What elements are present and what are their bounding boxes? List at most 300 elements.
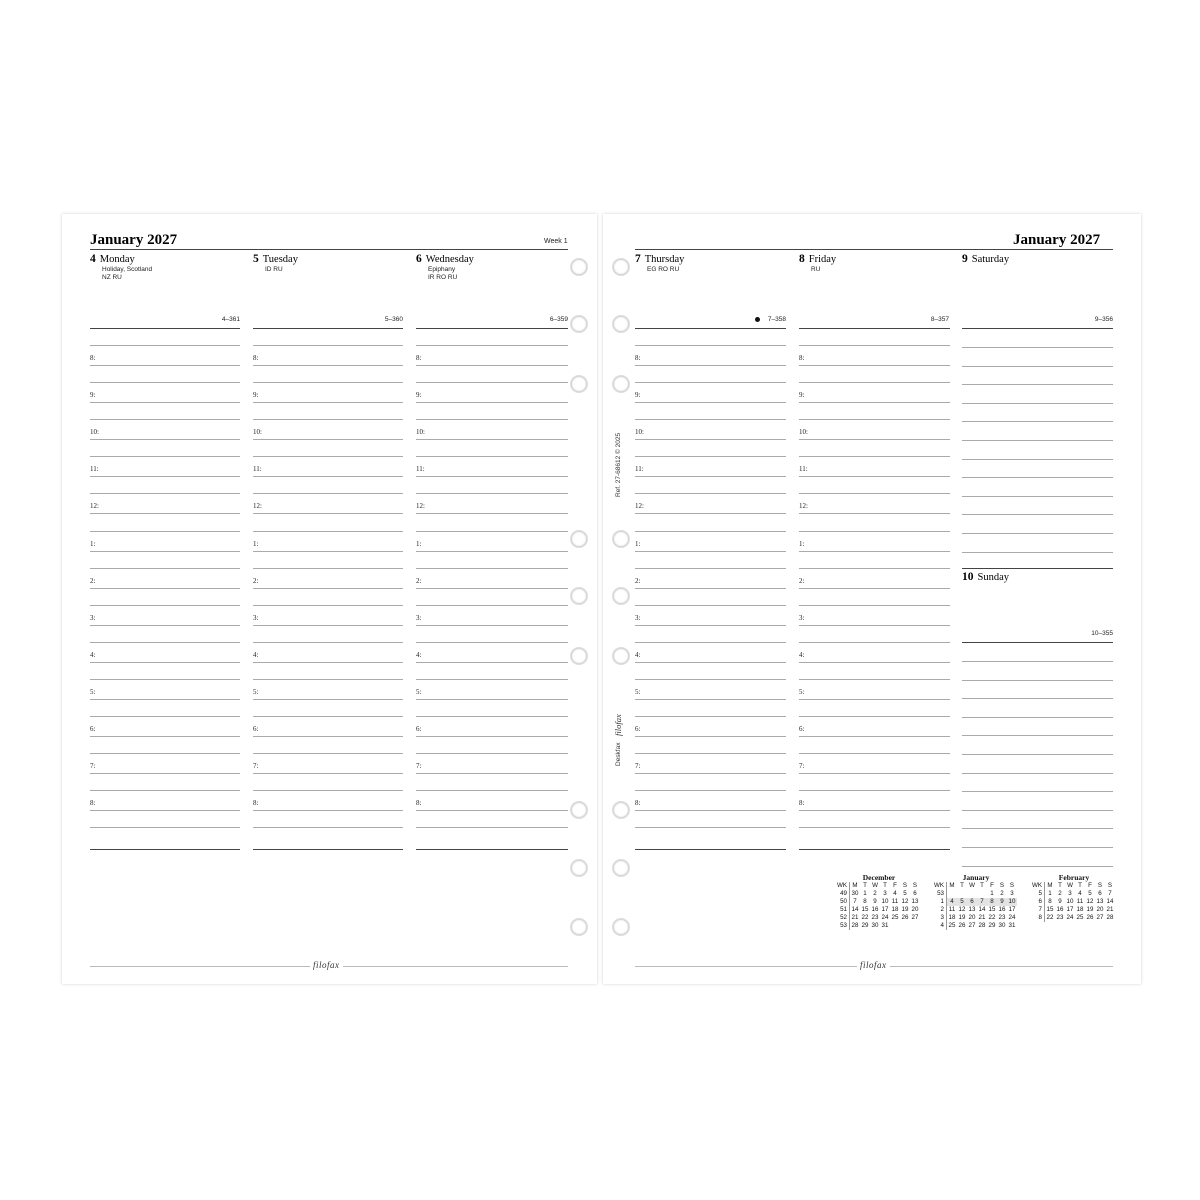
ruled-line [416, 753, 568, 754]
ruled-line [635, 753, 786, 754]
hour-label: 8: [416, 799, 422, 808]
ruled-line [799, 662, 950, 663]
hour-label: 4: [253, 650, 259, 659]
hour-label: 10: [635, 428, 644, 437]
mini-calendar-week-number: 49 [836, 890, 850, 898]
ruled-line [253, 699, 403, 700]
mini-calendar-date [947, 890, 958, 898]
mini-calendar-date: 14 [978, 906, 986, 913]
mini-calendar-date: 16 [998, 906, 1006, 913]
ruled-line [253, 716, 403, 717]
ruled-line [635, 551, 786, 552]
punch-hole [612, 530, 630, 548]
mini-calendar-date: 3 [1068, 890, 1072, 897]
mini-calendar-week-number: 53 [836, 922, 850, 930]
ruled-line [635, 736, 786, 737]
mini-calendar-header-cell: S [1107, 882, 1113, 889]
right-header-rule [635, 249, 1113, 250]
punch-hole [612, 859, 630, 877]
ruled-line [90, 476, 240, 477]
ruled-line [635, 382, 786, 383]
ruled-line [253, 439, 403, 440]
ruled-line [635, 810, 786, 811]
mini-calendar-date: 5 [1088, 890, 1092, 897]
hour-label: 5: [416, 687, 422, 696]
mini-calendar-title: February [1058, 873, 1090, 882]
ruled-line [416, 662, 568, 663]
mini-calendar-date: 19 [901, 906, 909, 913]
hour-label: 6: [90, 725, 96, 733]
ruled-line [635, 531, 786, 532]
hour-label: 2: [416, 576, 422, 585]
ruled-line [799, 439, 950, 440]
hour-label: 3: [416, 613, 422, 622]
ruled-line [799, 716, 950, 717]
mini-calendar-week-number: 52 [836, 914, 850, 922]
ruled-line [416, 345, 568, 346]
day-heading-sunday: 10 Sunday [962, 571, 1009, 583]
mini-calendar-date: 5 [957, 898, 967, 906]
mini-calendar-week-number: 50 [836, 898, 850, 906]
ruled-line [799, 382, 950, 383]
day-count-sunday: 10–355 [1091, 630, 1113, 637]
ruled-line [416, 588, 568, 589]
mini-calendar-date: 14 [1106, 898, 1114, 905]
sunday-ruled-line [962, 717, 1113, 718]
ruled-line [416, 605, 568, 606]
mini-calendar-date: 31 [881, 922, 889, 929]
mini-calendar-date: 14 [851, 906, 859, 913]
mini-calendar-header-cell: T [1078, 882, 1082, 889]
mini-calendar-date: 24 [1066, 914, 1074, 921]
ruled-line [90, 439, 240, 440]
hour-label: 8: [635, 799, 641, 808]
ruled-line [799, 419, 950, 420]
mini-calendar-date [910, 922, 920, 930]
hour-label: 11: [90, 465, 99, 474]
day-column-top-rule [416, 328, 568, 329]
left-page [62, 214, 597, 984]
hour-label: 12: [416, 502, 425, 511]
saturday-ruled-line [962, 440, 1113, 441]
day-column-bottom-rule [90, 849, 240, 850]
ruled-line [635, 493, 786, 494]
ruled-line [416, 827, 568, 828]
saturday-ruled-line [962, 477, 1113, 478]
hour-label: 2: [799, 576, 805, 585]
mini-calendar-header-cell: T [863, 882, 867, 889]
mini-calendar-date: 20 [911, 906, 919, 913]
mini-calendar-date: 10 [881, 898, 889, 905]
mini-calendar-date: 10 [1008, 898, 1016, 905]
hour-label: 12: [253, 502, 262, 511]
mini-calendar-date: 11 [891, 898, 899, 905]
ruled-line [416, 810, 568, 811]
mini-calendar-date: 24 [1008, 914, 1016, 921]
ruled-line [799, 588, 950, 589]
mini-calendar-date: 17 [1008, 906, 1016, 913]
mini-calendar-date: 19 [1086, 906, 1094, 913]
mini-calendar-date: 21 [1106, 906, 1114, 913]
mini-calendar-date: 29 [861, 922, 869, 929]
hour-label: 7: [635, 762, 641, 771]
mini-calendar-date: 1 [990, 890, 994, 897]
mini-calendar-header-cell: F [990, 882, 994, 889]
ruled-line [253, 642, 403, 643]
mini-calendar-date: 8 [1048, 898, 1052, 905]
mini-calendar-date: 23 [998, 914, 1006, 921]
ruled-line [799, 790, 950, 791]
ruled-line [635, 419, 786, 420]
day-column-top-rule [90, 328, 240, 329]
ruled-line [90, 810, 240, 811]
punch-hole [570, 859, 588, 877]
sunday-ruled-line [962, 847, 1113, 848]
mini-calendar-header-cell: M [1047, 882, 1053, 889]
saturday-ruled-line [962, 514, 1113, 515]
ruled-line [799, 456, 950, 457]
mini-calendar-date: 25 [1076, 914, 1084, 921]
mini-calendar-date: 9 [1058, 898, 1062, 905]
mini-calendar-date: 17 [881, 906, 889, 913]
mini-calendar-date: 31 [1008, 922, 1016, 929]
ruled-line [90, 382, 240, 383]
ruled-line [799, 365, 950, 366]
hour-label: 9: [253, 391, 259, 400]
ruled-line [90, 551, 240, 552]
mini-calendar-date: 27 [911, 914, 919, 921]
hour-label: 8: [635, 354, 641, 362]
ruled-line [253, 365, 403, 366]
mini-calendar-title: December [862, 873, 896, 882]
ruled-line [799, 476, 950, 477]
ruled-line [253, 531, 403, 532]
mini-calendar-header-cell: S [999, 882, 1005, 889]
hour-label: 12: [635, 502, 644, 511]
sunday-ruled-line [962, 773, 1113, 774]
hour-label: 8: [799, 354, 805, 362]
ruled-line [253, 773, 403, 774]
hour-label: 1: [253, 539, 259, 548]
day-notes-thursday: EG RO RU [647, 266, 680, 273]
hour-label: 9: [90, 391, 96, 400]
ruled-line [90, 736, 240, 737]
ruled-line [90, 699, 240, 700]
mini-calendar-date: 8 [863, 898, 867, 905]
mini-calendar-week-number: 8 [1031, 914, 1045, 922]
mini-calendar-date: 18 [891, 906, 899, 913]
punch-hole [570, 587, 588, 605]
hour-label: 9: [416, 391, 422, 400]
mini-calendar-header-cell: T [883, 882, 887, 889]
ruled-line [635, 827, 786, 828]
punch-hole [570, 801, 588, 819]
mini-calendar-date: 30 [998, 922, 1006, 929]
mini-calendar-header-cell: F [893, 882, 897, 889]
ruled-line [799, 642, 950, 643]
mini-calendar-date: 30 [851, 890, 859, 897]
ruled-line [416, 402, 568, 403]
mini-calendar-date: 6 [913, 890, 917, 897]
mini-calendar-header-cell: W [872, 882, 878, 889]
hour-label: 9: [635, 391, 641, 400]
punch-hole [570, 315, 588, 333]
mini-calendar-date: 2 [1058, 890, 1062, 897]
mini-calendar-date: 3 [1010, 890, 1014, 897]
punch-hole [612, 801, 630, 819]
ruled-line [416, 699, 568, 700]
hour-label: 6: [416, 725, 422, 733]
ruled-line [253, 679, 403, 680]
punch-hole [570, 918, 588, 936]
ruled-line [635, 588, 786, 589]
hour-label: 11: [799, 465, 808, 474]
day-notes-wednesday: Epiphany IR RO RU [428, 266, 458, 281]
mini-calendar-header-cell: S [912, 882, 918, 889]
ruled-line [253, 382, 403, 383]
hour-label: 7: [799, 762, 805, 771]
ruled-line [416, 790, 568, 791]
ruled-line [416, 419, 568, 420]
mini-calendar-date: 25 [891, 914, 899, 921]
ruled-line [90, 419, 240, 420]
ruled-line [253, 402, 403, 403]
mini-calendar-date: 27 [1096, 914, 1104, 921]
mini-calendar-date: 15 [1046, 906, 1054, 913]
hour-label: 7: [253, 762, 259, 771]
ruled-line [253, 513, 403, 514]
ruled-line [799, 736, 950, 737]
ruled-line [90, 790, 240, 791]
mini-calendar-date [967, 890, 977, 898]
ruled-line [253, 810, 403, 811]
ruled-line [635, 773, 786, 774]
hour-label: 5: [253, 687, 259, 696]
mini-calendar-week-number: 2 [933, 906, 947, 914]
ruled-line [90, 662, 240, 663]
mini-calendar-week-number: 1 [933, 898, 947, 906]
saturday-ruled-line [962, 552, 1113, 553]
ruled-line [635, 790, 786, 791]
mini-calendar-date: 16 [1056, 906, 1064, 913]
mini-calendar-title: January [962, 873, 990, 882]
sunday-ruled-line [962, 828, 1113, 829]
day-column-top-rule [253, 328, 403, 329]
ruled-line [90, 679, 240, 680]
mini-calendar-date: 2 [873, 890, 877, 897]
ruled-line [416, 493, 568, 494]
mini-calendar-header-cell: WK [836, 882, 850, 890]
mini-calendar-date: 15 [861, 906, 869, 913]
hour-label: 1: [635, 539, 641, 548]
hour-label: 3: [799, 613, 805, 622]
ruled-line [635, 605, 786, 606]
mini-calendar-header-cell: T [980, 882, 984, 889]
mini-calendar-grid [1031, 882, 1115, 922]
mini-calendar-header-cell: S [1097, 882, 1103, 889]
punch-hole [612, 918, 630, 936]
ruled-line [253, 456, 403, 457]
day-count-thursday: 7–358 [767, 316, 786, 323]
mini-calendar-header-cell: M [949, 882, 955, 889]
left-footer-brand: filofax [310, 960, 343, 970]
day-count-wednesday: 6–359 [549, 316, 568, 323]
mini-calendar-date: 30 [871, 922, 879, 929]
ruled-line [90, 568, 240, 569]
day-count-saturday: 9–356 [1094, 316, 1113, 323]
hour-label: 10: [90, 428, 99, 437]
day-count-friday: 8–357 [930, 316, 949, 323]
mini-calendar-date: 13 [911, 898, 919, 905]
mini-calendar-grid [933, 882, 1017, 930]
saturday-ruled-line [962, 496, 1113, 497]
ruled-line [799, 753, 950, 754]
mini-calendar-date: 22 [1046, 914, 1054, 921]
ruled-line [253, 625, 403, 626]
mini-calendar-date: 18 [948, 914, 956, 921]
ruled-line [635, 699, 786, 700]
mini-calendar-date: 20 [1096, 906, 1104, 913]
left-month-title: January 2027 [90, 232, 178, 248]
mini-calendar-date: 26 [901, 914, 909, 921]
saturday-ruled-line [962, 421, 1113, 422]
hour-label: 10: [253, 428, 262, 437]
mini-calendar-date [957, 890, 967, 898]
hour-label: 1: [90, 539, 96, 548]
ruled-line [416, 365, 568, 366]
mini-calendar-week-number: 3 [933, 914, 947, 922]
day-heading-saturday: 9 Saturday [962, 253, 1010, 265]
mini-calendar-date: 7 [1108, 890, 1112, 897]
ruled-line [416, 773, 568, 774]
ruled-line [635, 345, 786, 346]
ruled-line [416, 531, 568, 532]
hour-label: 3: [635, 613, 641, 622]
hour-label: 4: [90, 650, 96, 659]
day-notes-friday: RU [811, 266, 821, 273]
ruled-line [799, 493, 950, 494]
saturday-ruled-line [962, 347, 1113, 348]
ruled-line [253, 493, 403, 494]
day-column-bottom-rule [799, 849, 950, 850]
day-column-bottom-rule [253, 849, 403, 850]
hour-label: 8: [253, 799, 259, 808]
reference-code: Ref. 27-68612 © 2025 [615, 432, 622, 497]
mini-calendar-date [977, 890, 987, 898]
mini-calendar-header-cell: T [960, 882, 964, 889]
ruled-line [416, 456, 568, 457]
punch-hole [612, 258, 630, 276]
day-heading-wednesday: 6 Wednesday [416, 253, 474, 265]
sunday-ruled-line [962, 735, 1113, 736]
right-footer-brand: filofax [857, 960, 890, 970]
hour-label: 1: [799, 539, 805, 548]
mini-calendar-header-cell: S [1009, 882, 1015, 889]
mini-calendar-date: 4 [947, 898, 958, 906]
ruled-line [90, 402, 240, 403]
ruled-line [635, 568, 786, 569]
day-heading-tuesday: 5 Tuesday [253, 253, 298, 265]
mini-calendar-date: 2 [1000, 890, 1004, 897]
punch-hole [570, 530, 588, 548]
day-heading-thursday: 7 Thursday [635, 253, 685, 265]
day-column-top-rule [799, 328, 950, 329]
mini-calendar-date: 26 [1086, 914, 1094, 921]
hour-label: 2: [253, 576, 259, 585]
mini-calendar-date: 29 [988, 922, 996, 929]
saturday-ruled-line [962, 384, 1113, 385]
ruled-line [90, 531, 240, 532]
mini-calendar-header-cell: T [1058, 882, 1062, 889]
mini-calendar-date: 4 [1078, 890, 1082, 897]
mini-calendar-grid [836, 882, 920, 930]
mini-calendar-date: 10 [1066, 898, 1074, 905]
mini-calendar-date: 11 [1076, 898, 1084, 905]
ruled-line [799, 810, 950, 811]
ruled-line [90, 588, 240, 589]
ruled-line [90, 493, 240, 494]
ruled-line [253, 345, 403, 346]
hour-label: 6: [253, 725, 259, 733]
mini-calendar-header-cell: M [852, 882, 858, 889]
hour-label: 2: [90, 576, 96, 585]
ruled-line [253, 476, 403, 477]
hour-label: 8: [799, 799, 805, 808]
ruled-line [635, 662, 786, 663]
ruled-line [253, 605, 403, 606]
mini-calendar-header-cell: S [902, 882, 908, 889]
right-page [603, 214, 1141, 984]
mini-calendar-date: 1 [863, 890, 867, 897]
mini-calendar-date: 3 [883, 890, 887, 897]
mini-calendar-date: 13 [1096, 898, 1104, 905]
mini-calendar-date: 23 [871, 914, 879, 921]
mini-calendar-date: 15 [988, 906, 996, 913]
hour-label: 1: [416, 539, 422, 548]
ruled-line [635, 365, 786, 366]
mini-calendar-date: 6 [1098, 890, 1102, 897]
ruled-line [253, 419, 403, 420]
ruled-line [635, 513, 786, 514]
ruled-line [635, 456, 786, 457]
ruled-line [416, 551, 568, 552]
ruled-line [416, 476, 568, 477]
mini-calendar-date: 1 [1048, 890, 1052, 897]
saturday-top-rule [962, 328, 1113, 329]
ruled-line [90, 625, 240, 626]
mini-calendar-date: 26 [958, 922, 966, 929]
mini-calendar-date: 22 [861, 914, 869, 921]
punch-hole [612, 647, 630, 665]
ruled-line [416, 568, 568, 569]
sunday-ruled-line [962, 754, 1113, 755]
ruled-line [90, 365, 240, 366]
hour-label: 11: [635, 465, 644, 474]
mini-calendar-date: 24 [881, 914, 889, 921]
hour-label: 8: [90, 354, 96, 362]
hour-label: 11: [416, 465, 425, 474]
ruled-line [799, 568, 950, 569]
mini-calendar-header-cell: WK [1031, 882, 1045, 890]
hour-label: 2: [635, 576, 641, 585]
ruled-line [253, 753, 403, 754]
saturday-bottom-rule [962, 568, 1113, 569]
ruled-line [90, 605, 240, 606]
hour-label: 8: [253, 354, 259, 362]
hour-label: 7: [90, 762, 96, 771]
mini-calendar-date: 20 [968, 914, 976, 921]
day-column-top-rule [635, 328, 786, 329]
